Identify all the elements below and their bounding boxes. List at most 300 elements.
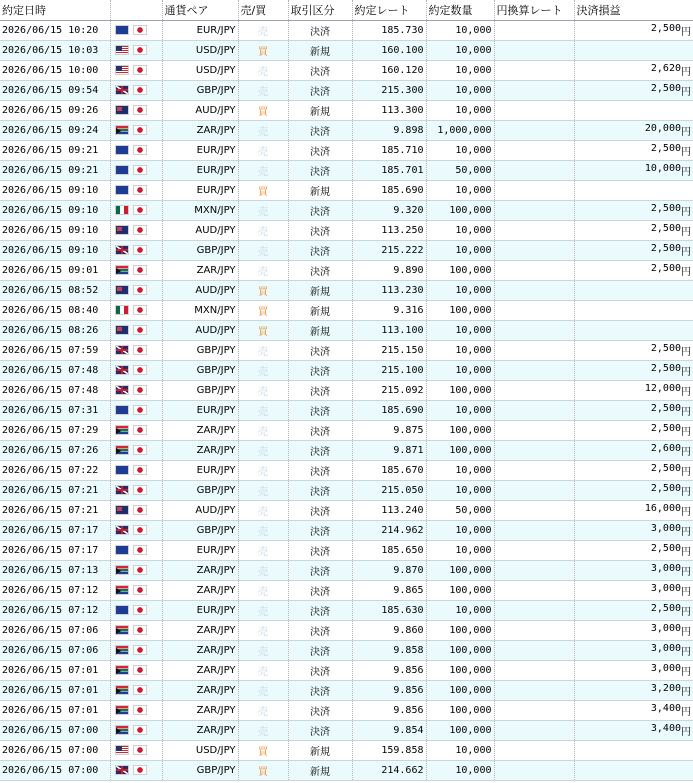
- trade-rate: 113.240: [352, 501, 426, 521]
- trade-rate: 9.856: [352, 661, 426, 681]
- trade-side: 買: [238, 181, 288, 201]
- trade-pnl: [574, 161, 693, 181]
- currency-pair: GBP/JPY: [162, 341, 238, 361]
- trade-rate: 185.701: [352, 161, 426, 181]
- pnl-value: 2,620: [650, 63, 681, 74]
- trade-datetime: 2026/06/15 07:01: [0, 661, 110, 681]
- yen-unit: 円: [681, 347, 691, 358]
- header-datetime[interactable]: 約定日時: [0, 0, 110, 21]
- trade-rate: 113.230: [352, 281, 426, 301]
- trade-qty: 10,000: [426, 481, 494, 501]
- yen-unit: 円: [681, 167, 691, 178]
- trade-type: 決済: [288, 21, 352, 41]
- trade-rate: 9.865: [352, 581, 426, 601]
- table-row[interactable]: [0, 241, 693, 261]
- trade-qty: 10,000: [426, 341, 494, 361]
- table-row[interactable]: [0, 461, 693, 481]
- pair-flags: [110, 741, 162, 761]
- pnl-value: 2,500: [650, 243, 681, 254]
- currency-pair: GBP/JPY: [162, 761, 238, 781]
- trade-rate: 9.856: [352, 701, 426, 721]
- table-row[interactable]: [0, 341, 693, 361]
- table-row[interactable]: [0, 361, 693, 381]
- trade-pnl: [574, 421, 693, 441]
- trade-side: 売: [238, 201, 288, 221]
- yen-unit: 円: [681, 647, 691, 658]
- trade-rate: 9.856: [352, 681, 426, 701]
- jp-flag-icon: [133, 305, 147, 315]
- header-type[interactable]: 取引区分: [288, 0, 352, 21]
- trade-datetime: 2026/06/15 09:24: [0, 121, 110, 141]
- currency-pair: ZAR/JPY: [162, 661, 238, 681]
- trade-qty: 10,000: [426, 21, 494, 41]
- trade-rate: 9.320: [352, 201, 426, 221]
- yen-unit: 円: [681, 127, 691, 138]
- trade-datetime: 2026/06/15 07:21: [0, 501, 110, 521]
- yen-rate: [494, 661, 574, 681]
- table-row[interactable]: [0, 701, 693, 721]
- jp-flag-icon: [133, 505, 147, 515]
- eu-flag-icon: [115, 185, 129, 195]
- pnl-value: 2,500: [650, 143, 681, 154]
- trade-datetime: 2026/06/15 07:12: [0, 601, 110, 621]
- table-row[interactable]: [0, 81, 693, 101]
- yen-unit: 円: [681, 527, 691, 538]
- currency-pair: GBP/JPY: [162, 241, 238, 261]
- table-row[interactable]: [0, 321, 693, 341]
- trade-pnl: [574, 481, 693, 501]
- trade-type: 決済: [288, 401, 352, 421]
- trade-pnl: [574, 41, 693, 61]
- table-row[interactable]: [0, 581, 693, 601]
- yen-rate: [494, 141, 574, 161]
- trade-pnl: [574, 441, 693, 461]
- table-row[interactable]: [0, 561, 693, 581]
- pair-flags: [110, 81, 162, 101]
- pnl-value: 3,000: [650, 623, 681, 634]
- trade-rate: 185.690: [352, 401, 426, 421]
- eu-flag-icon: [115, 605, 129, 615]
- yen-rate: [494, 61, 574, 81]
- trade-type: 決済: [288, 121, 352, 141]
- jp-flag-icon: [133, 445, 147, 455]
- yen-unit: 円: [681, 547, 691, 558]
- jp-flag-icon: [133, 525, 147, 535]
- trade-side: 売: [238, 161, 288, 181]
- yen-rate: [494, 121, 574, 141]
- trade-type: 決済: [288, 541, 352, 561]
- yen-rate: [494, 101, 574, 121]
- trade-type: 決済: [288, 161, 352, 181]
- currency-pair: GBP/JPY: [162, 521, 238, 541]
- header-yen-rate[interactable]: 円換算レート: [494, 0, 574, 21]
- trade-datetime: 2026/06/15 07:48: [0, 361, 110, 381]
- pnl-value: 10,000: [644, 163, 681, 174]
- pair-flags: [110, 61, 162, 81]
- pair-flags: [110, 181, 162, 201]
- trade-rate: 9.890: [352, 261, 426, 281]
- jp-flag-icon: [133, 545, 147, 555]
- pnl-value: 2,500: [650, 423, 681, 434]
- us-flag-icon: [115, 745, 129, 755]
- trade-datetime: 2026/06/15 09:10: [0, 201, 110, 221]
- yen-unit: 円: [681, 87, 691, 98]
- yen-unit: 円: [681, 447, 691, 458]
- trade-datetime: 2026/06/15 07:21: [0, 481, 110, 501]
- trade-pnl: [574, 361, 693, 381]
- pnl-value: 2,500: [650, 203, 681, 214]
- jp-flag-icon: [133, 105, 147, 115]
- currency-pair: EUR/JPY: [162, 161, 238, 181]
- yen-rate: [494, 601, 574, 621]
- trade-type: 決済: [288, 621, 352, 641]
- trade-side: 売: [238, 581, 288, 601]
- pair-flags: [110, 521, 162, 541]
- pair-flags: [110, 221, 162, 241]
- jp-flag-icon: [133, 85, 147, 95]
- yen-rate: [494, 541, 574, 561]
- table-row[interactable]: [0, 521, 693, 541]
- trade-datetime: 2026/06/15 07:00: [0, 761, 110, 781]
- table-row[interactable]: [0, 741, 693, 761]
- pair-flags: [110, 141, 162, 161]
- trade-datetime: 2026/06/15 07:29: [0, 421, 110, 441]
- pair-flags: [110, 41, 162, 61]
- table-row[interactable]: [0, 601, 693, 621]
- trade-rate: 215.150: [352, 341, 426, 361]
- currency-pair: ZAR/JPY: [162, 621, 238, 641]
- currency-pair: ZAR/JPY: [162, 681, 238, 701]
- trade-pnl: [574, 601, 693, 621]
- trade-type: 新規: [288, 181, 352, 201]
- table-row[interactable]: [0, 441, 693, 461]
- gb-flag-icon: [115, 345, 129, 355]
- trade-datetime: 2026/06/15 09:21: [0, 161, 110, 181]
- yen-rate: [494, 361, 574, 381]
- trade-side: 売: [238, 641, 288, 661]
- trade-datetime: 2026/06/15 07:17: [0, 521, 110, 541]
- trade-datetime: 2026/06/15 09:01: [0, 261, 110, 281]
- table-row[interactable]: [0, 681, 693, 701]
- trade-qty: 100,000: [426, 301, 494, 321]
- jp-flag-icon: [133, 585, 147, 595]
- table-row[interactable]: [0, 721, 693, 741]
- yen-unit: 円: [681, 507, 691, 518]
- trade-rate: 185.710: [352, 141, 426, 161]
- mx-flag-icon: [115, 205, 129, 215]
- jp-flag-icon: [133, 205, 147, 215]
- trade-rate: 215.092: [352, 381, 426, 401]
- header-row: [0, 0, 693, 21]
- pair-flags: [110, 721, 162, 741]
- yen-unit: 円: [681, 607, 691, 618]
- trade-side: 買: [238, 301, 288, 321]
- trade-rate: 9.854: [352, 721, 426, 741]
- trade-side: 買: [238, 321, 288, 341]
- trade-type: 決済: [288, 361, 352, 381]
- table-row[interactable]: [0, 541, 693, 561]
- pair-flags: [110, 241, 162, 261]
- trade-side: 売: [238, 461, 288, 481]
- pair-flags: [110, 421, 162, 441]
- trade-type: 決済: [288, 661, 352, 681]
- trade-side: 売: [238, 521, 288, 541]
- jp-flag-icon: [133, 625, 147, 635]
- pair-flags: [110, 281, 162, 301]
- trade-datetime: 2026/06/15 07:00: [0, 741, 110, 761]
- jp-flag-icon: [133, 465, 147, 475]
- currency-pair: GBP/JPY: [162, 361, 238, 381]
- trade-side: 売: [238, 361, 288, 381]
- trade-pnl: [574, 701, 693, 721]
- trade-datetime: 2026/06/15 09:10: [0, 221, 110, 241]
- currency-pair: ZAR/JPY: [162, 441, 238, 461]
- trade-type: 決済: [288, 701, 352, 721]
- trade-qty: 100,000: [426, 561, 494, 581]
- trade-pnl: [574, 241, 693, 261]
- currency-pair: EUR/JPY: [162, 461, 238, 481]
- trade-pnl: [574, 201, 693, 221]
- yen-rate: [494, 641, 574, 661]
- table-row[interactable]: [0, 181, 693, 201]
- currency-pair: EUR/JPY: [162, 601, 238, 621]
- yen-rate: [494, 181, 574, 201]
- trade-qty: 10,000: [426, 181, 494, 201]
- currency-pair: AUD/JPY: [162, 501, 238, 521]
- trade-side: 売: [238, 541, 288, 561]
- yen-unit: 円: [681, 487, 691, 498]
- trade-qty: 100,000: [426, 621, 494, 641]
- trade-pnl: [574, 21, 693, 41]
- trade-rate: 215.100: [352, 361, 426, 381]
- trade-datetime: 2026/06/15 08:26: [0, 321, 110, 341]
- table-row[interactable]: [0, 61, 693, 81]
- yen-unit: 円: [681, 387, 691, 398]
- pnl-value: 20,000: [644, 123, 681, 134]
- pair-flags: [110, 161, 162, 181]
- table-row[interactable]: [0, 661, 693, 681]
- za-flag-icon: [115, 725, 129, 735]
- trade-side: 売: [238, 681, 288, 701]
- pair-flags: [110, 321, 162, 341]
- yen-rate: [494, 381, 574, 401]
- au-flag-icon: [115, 285, 129, 295]
- trade-qty: 10,000: [426, 61, 494, 81]
- header-flags: [110, 0, 162, 21]
- table-row[interactable]: [0, 161, 693, 181]
- trade-type: 決済: [288, 261, 352, 281]
- yen-rate: [494, 441, 574, 461]
- trade-datetime: 2026/06/15 07:12: [0, 581, 110, 601]
- table-row[interactable]: [0, 381, 693, 401]
- table-row[interactable]: [0, 761, 693, 781]
- trade-type: 決済: [288, 561, 352, 581]
- yen-rate: [494, 561, 574, 581]
- trade-qty: 10,000: [426, 541, 494, 561]
- table-row[interactable]: [0, 281, 693, 301]
- yen-unit: 円: [681, 567, 691, 578]
- trade-datetime: 2026/06/15 10:00: [0, 61, 110, 81]
- trade-datetime: 2026/06/15 09:54: [0, 81, 110, 101]
- jp-flag-icon: [133, 125, 147, 135]
- table-row[interactable]: [0, 641, 693, 661]
- jp-flag-icon: [133, 745, 147, 755]
- currency-pair: USD/JPY: [162, 41, 238, 61]
- currency-pair: GBP/JPY: [162, 81, 238, 101]
- trade-type: 決済: [288, 141, 352, 161]
- currency-pair: EUR/JPY: [162, 21, 238, 41]
- trade-type: 決済: [288, 481, 352, 501]
- trade-pnl: [574, 721, 693, 741]
- pair-flags: [110, 601, 162, 621]
- trade-side: 売: [238, 341, 288, 361]
- trade-pnl: [574, 381, 693, 401]
- yen-unit: 円: [681, 147, 691, 158]
- trade-datetime: 2026/06/15 07:06: [0, 641, 110, 661]
- pnl-value: 2,500: [650, 363, 681, 374]
- us-flag-icon: [115, 65, 129, 75]
- au-flag-icon: [115, 225, 129, 235]
- trade-type: 決済: [288, 441, 352, 461]
- table-row[interactable]: [0, 401, 693, 421]
- yen-unit: 円: [681, 667, 691, 678]
- au-flag-icon: [115, 505, 129, 515]
- trade-pnl: [574, 501, 693, 521]
- header-pnl[interactable]: 決済損益: [574, 0, 693, 21]
- trade-qty: 10,000: [426, 761, 494, 781]
- trade-type: 決済: [288, 81, 352, 101]
- trade-type: 決済: [288, 221, 352, 241]
- trade-pnl: [574, 221, 693, 241]
- trade-qty: 10,000: [426, 281, 494, 301]
- trade-datetime: 2026/06/15 07:13: [0, 561, 110, 581]
- pair-flags: [110, 661, 162, 681]
- yen-rate: [494, 341, 574, 361]
- yen-rate: [494, 721, 574, 741]
- yen-rate: [494, 401, 574, 421]
- pnl-value: 3,400: [650, 723, 681, 734]
- gb-flag-icon: [115, 385, 129, 395]
- trade-pnl: [574, 181, 693, 201]
- trade-pnl: [574, 261, 693, 281]
- yen-rate: [494, 421, 574, 441]
- yen-rate: [494, 201, 574, 221]
- header-rate[interactable]: 約定レート: [352, 0, 426, 21]
- table-row[interactable]: [0, 621, 693, 641]
- trade-qty: 100,000: [426, 701, 494, 721]
- trade-rate: 185.730: [352, 21, 426, 41]
- table-row[interactable]: [0, 201, 693, 221]
- yen-unit: 円: [681, 367, 691, 378]
- trade-qty: 10,000: [426, 221, 494, 241]
- trade-datetime: 2026/06/15 09:10: [0, 241, 110, 261]
- pair-flags: [110, 621, 162, 641]
- trade-pnl: [574, 621, 693, 641]
- trade-rate: 185.670: [352, 461, 426, 481]
- table-row[interactable]: [0, 261, 693, 281]
- pair-flags: [110, 761, 162, 781]
- table-row[interactable]: [0, 501, 693, 521]
- header-qty[interactable]: 約定数量: [426, 0, 494, 21]
- currency-pair: ZAR/JPY: [162, 421, 238, 441]
- trade-side: 売: [238, 381, 288, 401]
- pair-flags: [110, 501, 162, 521]
- trade-type: 新規: [288, 41, 352, 61]
- trade-datetime: 2026/06/15 10:20: [0, 21, 110, 41]
- pnl-value: 2,500: [650, 263, 681, 274]
- trade-pnl: [574, 321, 693, 341]
- table-row[interactable]: [0, 101, 693, 121]
- jp-flag-icon: [133, 765, 147, 775]
- za-flag-icon: [115, 665, 129, 675]
- za-flag-icon: [115, 265, 129, 275]
- table-row[interactable]: [0, 121, 693, 141]
- au-flag-icon: [115, 325, 129, 335]
- header-pair[interactable]: 通貨ペア: [162, 0, 238, 21]
- table-row[interactable]: [0, 481, 693, 501]
- trade-rate: 9.860: [352, 621, 426, 641]
- trade-type: 新規: [288, 321, 352, 341]
- table-row[interactable]: [0, 421, 693, 441]
- trade-side: 売: [238, 501, 288, 521]
- yen-rate: [494, 581, 574, 601]
- currency-pair: GBP/JPY: [162, 381, 238, 401]
- trade-datetime: 2026/06/15 07:59: [0, 341, 110, 361]
- trade-type: 決済: [288, 501, 352, 521]
- trade-side: 売: [238, 141, 288, 161]
- pair-flags: [110, 701, 162, 721]
- trade-pnl: [574, 561, 693, 581]
- pair-flags: [110, 101, 162, 121]
- za-flag-icon: [115, 625, 129, 635]
- trade-datetime: 2026/06/15 07:48: [0, 381, 110, 401]
- yen-rate: [494, 501, 574, 521]
- table-row[interactable]: [0, 301, 693, 321]
- pair-flags: [110, 301, 162, 321]
- trade-datetime: 2026/06/15 08:40: [0, 301, 110, 321]
- currency-pair: ZAR/JPY: [162, 561, 238, 581]
- trade-qty: 10,000: [426, 101, 494, 121]
- trade-side: 売: [238, 241, 288, 261]
- trade-type: 決済: [288, 61, 352, 81]
- jp-flag-icon: [133, 285, 147, 295]
- jp-flag-icon: [133, 45, 147, 55]
- trade-side: 買: [238, 761, 288, 781]
- pair-flags: [110, 561, 162, 581]
- pnl-value: 3,400: [650, 703, 681, 714]
- trade-qty: 10,000: [426, 401, 494, 421]
- trade-type: 新規: [288, 301, 352, 321]
- trade-side: 売: [238, 661, 288, 681]
- gb-flag-icon: [115, 525, 129, 535]
- trade-qty: 10,000: [426, 41, 494, 61]
- trade-side: 売: [238, 61, 288, 81]
- pnl-value: 16,000: [644, 503, 681, 514]
- pnl-value: 3,000: [650, 563, 681, 574]
- table-row[interactable]: [0, 221, 693, 241]
- table-row[interactable]: [0, 21, 693, 41]
- table-row[interactable]: [0, 41, 693, 61]
- yen-unit: 円: [681, 67, 691, 78]
- header-side[interactable]: 売/買: [238, 0, 288, 21]
- table-row[interactable]: [0, 141, 693, 161]
- za-flag-icon: [115, 585, 129, 595]
- trade-pnl: [574, 401, 693, 421]
- trade-qty: 10,000: [426, 741, 494, 761]
- mx-flag-icon: [115, 305, 129, 315]
- trade-type: 決済: [288, 461, 352, 481]
- pnl-value: 2,500: [650, 83, 681, 94]
